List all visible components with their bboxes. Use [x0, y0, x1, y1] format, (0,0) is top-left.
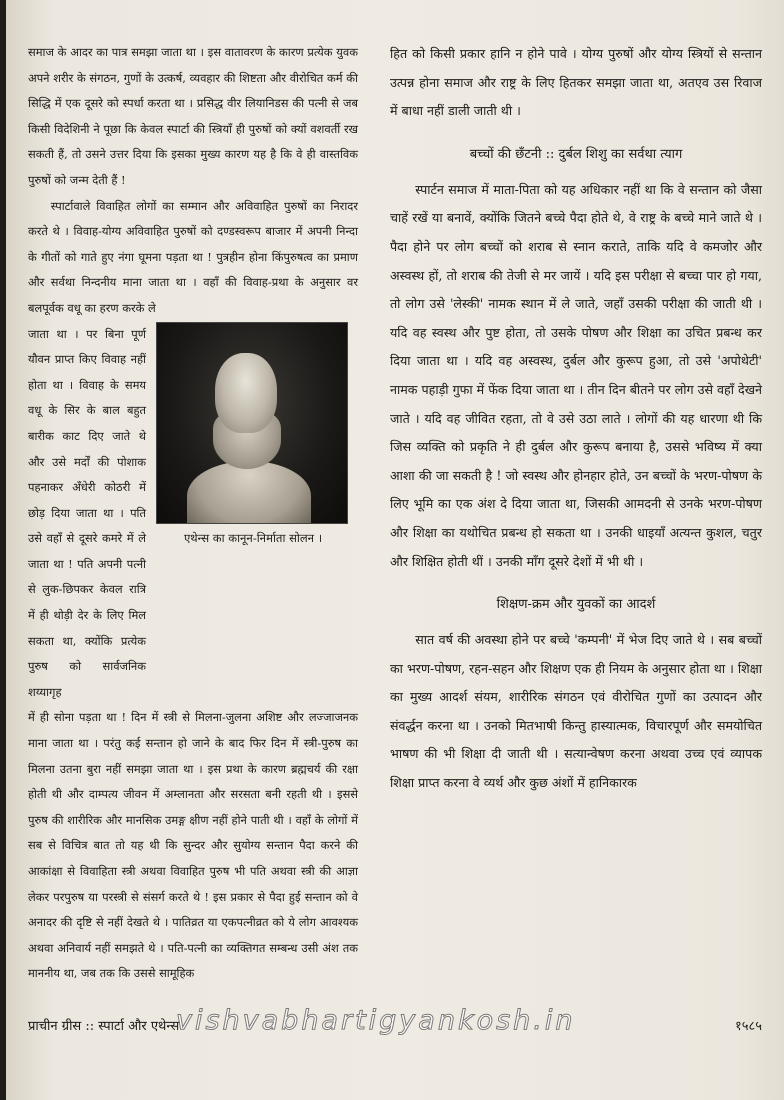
- page-number: १५८५: [734, 1019, 762, 1034]
- book-page: [6, 0, 784, 1100]
- section-heading-children: बच्चों की छँटनी :: दुर्बल शिशु का सर्वथा त्याग: [469, 146, 683, 162]
- right-paragraph-1: हित को किसी प्रकार हानि न होने पावे । योग्य पुरुषों और योग्य स्त्रियों से सन्तान उत्पन्न होना समाज और राष्ट्र के लिए हितकर समझा जाता था, अतएव उस रिवाज में बाधा नहीं डाली जाती थी ।: [390, 46, 762, 119]
- figure-caption: एथेन्स का कानून-निर्माता सोलन ।: [183, 530, 323, 545]
- running-title: प्राचीन ग्रीस :: स्पार्टा और एथेन्स: [28, 1019, 180, 1034]
- left-column: [28, 40, 358, 987]
- left-paragraph-beside-figure: जाता था । पर बिना पूर्ण यौवन प्राप्त किए विवाह नहीं होता था । विवाह के समय वधू के सिर के बाल बहुत बारीक काट दिए जाते थे और उसे मर्दों की पोशाक पहनाकर अँधेरी कोठरी में छोड़ दिया जाता था । पति उसे वहाँ से दूसरे कमरे में ले जाता था ! पति अपनी पत्नी से लुक-छिपकर केवल रात्रि में ही थोड़ी देर के लिए मिल सकता था, क्योंकि प्रत्येक पुरुष को सार्वजनिक शय्यागृह: [28, 326, 146, 699]
- right-paragraph-3: सात वर्ष की अवस्था होने पर बच्चे 'कम्पनी' में भेज दिए जाते थे । सब बच्चों का भरण-पोषण, रहन-सहन और शिक्षण एक ही नियम के अनुसार होता था । शिक्षा का मुख्य आदर्श संयम, शारीरिक संगठन एवं वीरोचित गुणों का उत्पादन और संवर्द्धन करना था । उनको मितभाषी किन्तु हास्यात्मक, विचारपूर्ण और समयोचित भाषण की भी शिक्षा दी जाती थी । सत्यान्वेषण करना अथवा उच्च एवं व्यापक शिक्षा प्राप्त करना वे व्यर्थ और कुछ अंशों में हानिकारक: [390, 632, 762, 791]
- right-column: [390, 40, 762, 798]
- figure-wrap: [28, 322, 358, 706]
- left-paragraph-3: में ही सोना पड़ता था ! दिन में स्त्री से मिलना-जुलना अशिष्ट और लज्जाजनक माना जाता था । परंतु कई सन्तान हो जाने के बाद फिर दिन में स्त्री-पुरुष का मिलना उतना बुरा नहीं समझा जाता था । इस प्रथा के कारण ब्रह्मचर्य की रक्षा होती थी और दाम्पत्य जीवन में अम्लानता और सरसता बनी रहती थी । इससे पुरुष की शारीरिक और मानसिक उमङ्ग क्षीण नहीं होने पाती थी । वहाँ के लोगों में सब से विचित्र बात तो यह थी कि सुन्दर और सुयोग्य सन्तान पैदा करने की आकांक्षा से विवाहिता स्त्री अथवा विवाहित पुरुष भी पति अथवा स्त्री की आज्ञा लेकर परपुरुष या परस्त्री से संसर्ग करते थे ! इस प्रकार से पैदा हुई सन्तान को वे अनादर की दृष्टि से नहीं देखते थे । पातिव्रत या एकपत्नीव्रत को ये लोग आवश्यक अथवा अनिवार्य नहीं समझते थे । पति-पत्नी का व्यक्तिगत सम्बन्ध उसी अंश तक माननीय था, जब तक कि उससे सामूहिक: [28, 710, 358, 981]
- section-heading-education: शिक्षण-क्रम और युवकों का आदर्श: [496, 597, 656, 613]
- figure-solon: [156, 322, 350, 706]
- watermark: vishvabhartigyankosh.in: [176, 1005, 576, 1036]
- left-paragraph-1: समाज के आदर का पात्र समझा जाता था । इस वातावरण के कारण प्रत्येक युवक अपने शरीर के संगठन, गुणों के उत्कर्ष, व्यवहार की शिष्टता और वीरोचित कर्म की सिद्धि में एक दूसरे को स्पर्धा करता था । प्रसिद्ध वीर लियानिडस की पत्नी से जब किसी विदेशिनी ने पूछा कि केवल स्पार्टा की स्त्रियाँ ही पुरुषों को क्यों वशवर्ती रख सकती हैं, तो उसने उत्तर दिया कि इसका मुख्य कारण यह है कि वे ही वास्तविक पुरुषों को जन्म देती हैं !: [28, 45, 358, 187]
- right-paragraph-2: स्पार्टन समाज में माता-पिता को यह अधिकार नहीं था कि वे सन्तान को जैसा चाहें रखें या बनावें, क्योंकि जितने बच्चे पैदा होते थे, वे राष्ट्र के बच्चे माने जाते थे । पैदा होने पर लोग बच्चों को शराब से स्नान कराते, ताकि यदि वे कमजोर और अस्वस्थ हों, तो शराब की तेजी से मर जायें । यदि इस परीक्षा से बच्चा पार हो गया, तो लोग उसे 'लेस्की' नामक स्थान में ले जाते, जहाँ उसकी परीक्षा की जाती थी । यदि वह स्वस्थ और पुष्ट होता, तो उसके पोषण और शिक्षा का उचित प्रबन्ध कर दिया जाता था । यदि वह अस्वस्थ, दुर्बल और कुरूप हुआ, तो उसे 'अपोथेटी' नामक पहाड़ी गुफा में फेंक दिया जाता था । तीन दिन बीतने पर लोग उसे वहाँ देखने जाते । यदि वह जीवित रहता, तो वे उसे उठा लाते । लोगों की यह धारणा थी कि जिस व्यक्ति को प्रकृति ने ही दुर्बल और कुरूप बनाया है, उससे भविष्य में क्या आशा की जा सकती है ! जो स्वस्थ और होनहार होते, उन बच्चों के भरण-पोषण के लिए भूमि का एक अंश दे दिया जाता था, जिसकी आमदनी से उनके भरण-पोषण और शिक्षा का यथोचित प्रबन्ध हो सकता था । उनकी धाइयाँ अत्यन्त कुशल, चतुर और शिक्षित होती थीं । उनकी माँग दूसरे देशों में भी थी ।: [390, 181, 762, 569]
- left-paragraph-2: स्पार्टावाले विवाहित लोगों का सम्मान और अविवाहित पुरुषों का निरादर करते थे । विवाह-योग्य अविवाहित पुरुषों को दण्डस्वरूप बाजार में अपनी निन्दा के गीतों को गाते हुए नंगा घूमना पड़ता था ! पुत्रहीन होना किंपुरुषत्व का प्रमाण और सर्वथा निन्दनीय माना जाता था । वहाँ की विवाह-प्रथा के अनुसार वर बलपूर्वक वधू का हरण करके ले: [28, 198, 358, 315]
- solon-bust-photo: [156, 322, 348, 524]
